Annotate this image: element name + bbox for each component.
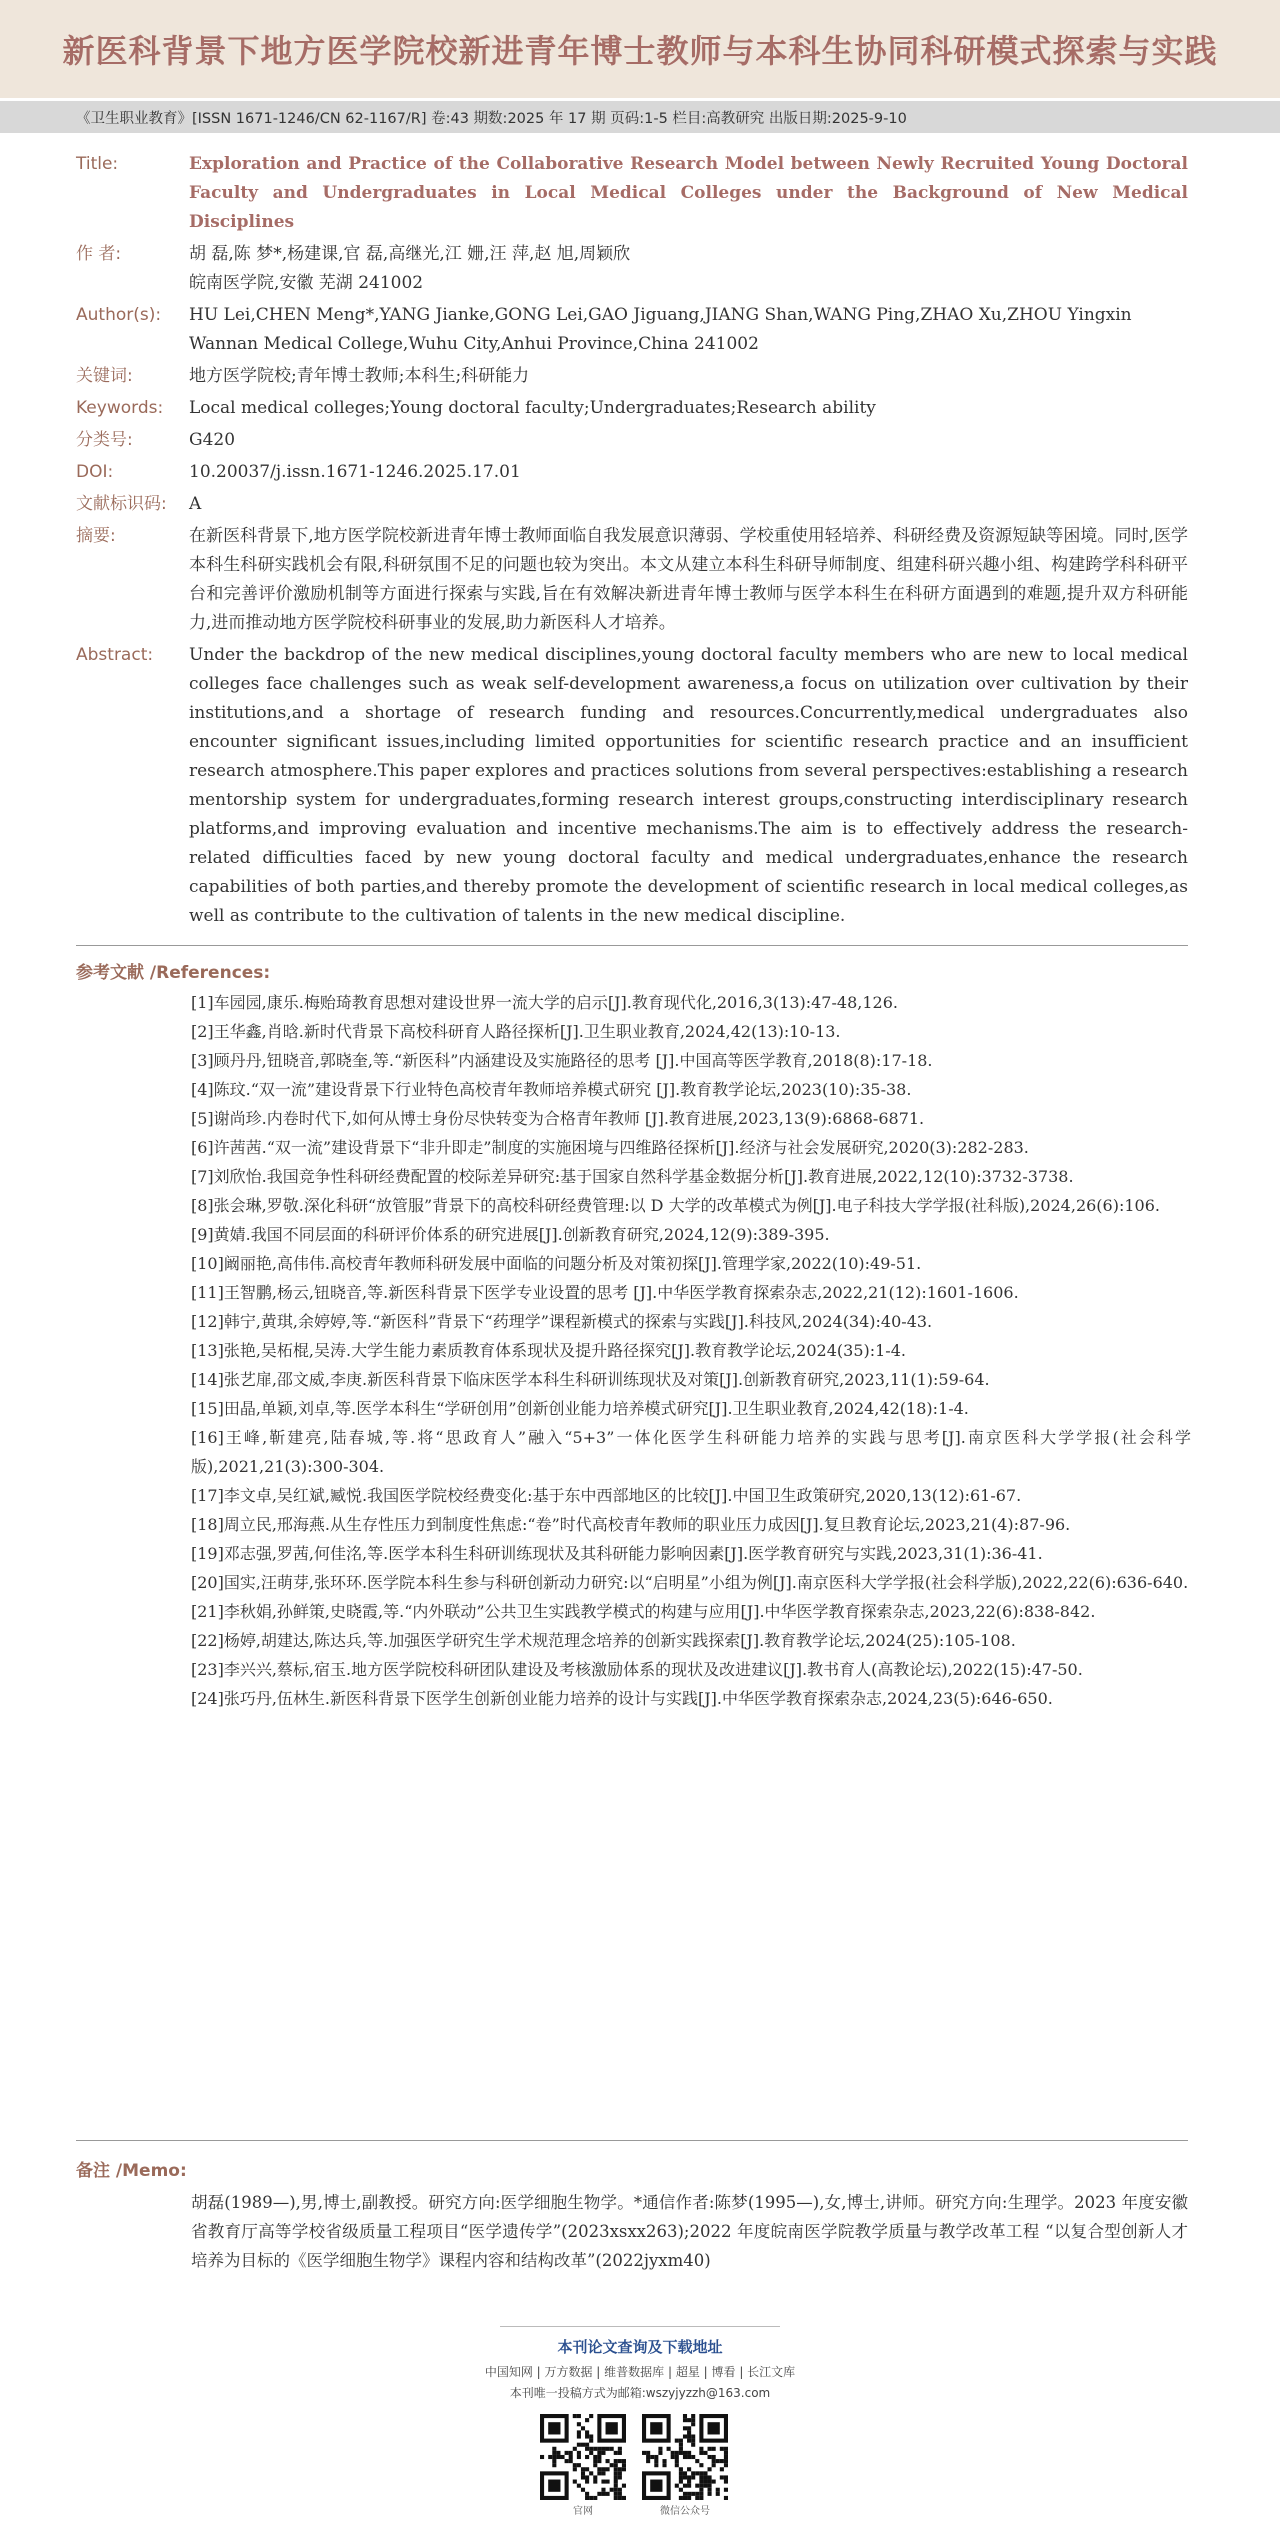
reference-item: [16]王峰,靳建亮,陆春城,等.将“思政育人”融入“5+3”一体化医学生科研能力培养的实践与思考[J].南京医科大学学报(社会科学版),2021,21(3):300-304.: [191, 1428, 1191, 1476]
article-metadata: [76, 150, 1188, 934]
memo-text: 胡磊(1989—),男,博士,副教授。研究方向:医学细胞生物学。*通信作者:陈梦(1995—),女,博士,讲师。研究方向:生理学。2023 年度安徽省教育厅高等学校省级质量工程项目“医学遗传学”(2023xsxx263);2022 年度皖南医学院教学质量与教学改革工程 “以复合型创新人才培养为目标的《医学细胞生物学》课程内容和结构改革”(2022jyxm40): [191, 2193, 1188, 2270]
qr-wechat-caption: 微信公众号: [660, 2506, 710, 2517]
doi-label: DOI:: [76, 462, 114, 482]
title-label: Title:: [76, 154, 119, 174]
doi-row: [76, 458, 1188, 487]
authors-en: HU Lei,CHEN Meng*,YANG Jianke,GONG Lei,GAO Jiguang,JIANG Shan,WANG Ping,ZHAO Xu,ZHOU Yingxin: [189, 305, 1132, 325]
affiliation-en: Wannan Medical College,Wuhu City,Anhui Province,China 241002: [189, 334, 759, 354]
abstract-en-row: [76, 641, 1188, 931]
journal-info-bar: [0, 101, 1280, 133]
reference-item: [24]张巧丹,伍林生.新医科背景下医学生创新创业能力培养的设计与实践[J].中华医学教育探索杂志,2024,23(5):646-650.: [191, 1689, 1053, 1708]
authors-cn: 胡 磊,陈 梦*,杨建课,官 磊,高继光,江 姗,汪 萍,赵 旭,周颖欣: [189, 244, 631, 264]
qr-code-website-icon: [540, 2414, 626, 2500]
qr-codes: [540, 2414, 728, 2517]
title-row: [76, 150, 1188, 237]
authors-cn-label: 作 者:: [76, 244, 122, 264]
authors-en-label: Author(s):: [76, 305, 162, 325]
reference-item: [7]刘欣怡.我国竞争性科研经费配置的校际差异研究:基于国家自然科学基金数据分析[J].教育进展,2022,12(10):3732-3738.: [191, 1167, 1074, 1186]
reference-item: [10]阚丽艳,高伟伟.高校青年教师科研发展中面临的问题分析及对策初探[J].管理学家,2022(10):49-51.: [191, 1254, 922, 1273]
authors-en-row: [76, 301, 1188, 359]
reference-item: [12]韩宁,黄琪,余婷婷,等.“新医科”背景下“药理学”课程新模式的探索与实践[J].科技风,2024(34):40-43.: [191, 1312, 933, 1331]
reference-item: [9]黄婧.我国不同层面的科研评价体系的研究进展[J].创新教育研究,2024,12(9):389-395.: [191, 1225, 830, 1244]
keywords-en-label: Keywords:: [76, 398, 164, 418]
reference-item: [19]邓志强,罗茜,何佳洺,等.医学本科生科研训练现状及其科研能力影响因素[J].医学教育研究与实践,2023,31(1):36-41.: [191, 1544, 1043, 1563]
page-title: 新医科背景下地方医学院校新进青年博士教师与本科生协同科研模式探索与实践: [62, 32, 1218, 70]
reference-item: [6]许茜茜.“双一流”建设背景下“非升即走”制度的实施困境与四维路径探析[J].经济与社会发展研究,2020(3):282-283.: [191, 1138, 1029, 1157]
journal-info-text: 《卫生职业教育》[ISSN 1671-1246/CN 62-1167/R] 卷:43 期数:2025 年 17 期 页码:1-5 栏目:高教研究 出版日期:2025-9-10: [76, 110, 907, 127]
keywords-en-row: [76, 394, 1188, 423]
keywords-en: Local medical colleges;Young doctoral faculty;Undergraduates;Research ability: [189, 398, 876, 418]
abstract-en: Under the backdrop of the new medical disciplines,young doctoral faculty members who are new to local medical colleges face challenges such as weak self-development awareness,a focus on utilization over cultivation by their institutions,and a shortage of research funding and resources.Concurrently,medical undergraduates also encounter significant issues,including limited opportunities for scientific research practice and an insufficient research atmosphere.This paper explores and practices solutions from several perspectives:establishing a research mentorship system for undergraduates,forming research interest groups,constructing interdisciplinary research platforms,and improving evaluation and incentive mechanisms.The aim is to effectively address the research-related difficulties faced by new young doctoral faculty and medical undergraduates,enhance the research capabilities of both parties,and thereby promote the development of scientific research in local medical colleges,as well as contribute to the cultivation of talents in the new medical discipline.: [189, 645, 1188, 926]
qr-code-wechat-icon: [642, 2414, 728, 2500]
reference-item: [4]陈玟.“双一流”建设背景下行业特色高校青年教师培养模式研究 [J].教育教学论坛,2023(10):35-38.: [191, 1080, 912, 1099]
divider-memo: [76, 2140, 1188, 2141]
authors-cn-row: [76, 240, 1188, 298]
title-banner: [0, 0, 1280, 98]
classification-value: G420: [189, 430, 236, 450]
doc-code-label: 文献标识码:: [76, 494, 167, 514]
reference-item: [18]周立民,邢海燕.从生存性压力到制度性焦虑:“卷”时代高校青年教师的职业压力成因[J].复旦教育论坛,2023,21(4):87-96.: [191, 1515, 1071, 1534]
keywords-cn: 地方医学院校;青年博士教师;本科生;科研能力: [189, 366, 530, 386]
reference-item: [1]车园园,康乐.梅贻琦教育思想对建设世界一流大学的启示[J].教育现代化,2016,3(13):47-48,126.: [191, 993, 898, 1012]
reference-item: [5]谢尚珍.内卷时代下,如何从博士身份尽快转变为合格青年教师 [J].教育进展,2023,13(9):6868-6871.: [191, 1109, 925, 1128]
reference-item: [21]李秋娟,孙鲜策,史晓霞,等.“内外联动”公共卫生实践教学模式的构建与应用[J].中华医学教育探索杂志,2023,22(6):838-842.: [191, 1602, 1096, 1621]
reference-item: [15]田晶,单颖,刘卓,等.医学本科生“学研创用”创新创业能力培养模式研究[J].卫生职业教育,2024,42(18):1-4.: [191, 1399, 969, 1418]
english-title: Exploration and Practice of the Collaborative Research Model between Newly Recruited Young Doctoral Faculty and Undergraduates in Local Medical Colleges under the Background of New Medical Disciplines: [189, 154, 1188, 232]
classification-label: 分类号:: [76, 430, 133, 450]
keywords-cn-row: [76, 362, 1188, 391]
footer: [0, 2336, 1280, 2401]
footer-links[interactable]: 中国知网 | 万方数据 | 维普数据库 | 超星 | 博看 | 长江文库: [484, 2365, 796, 2379]
doc-code-value: A: [189, 494, 202, 514]
reference-item: [17]李文卓,吴红斌,臧悦.我国医学院校经费变化:基于东中西部地区的比较[J].中国卫生政策研究,2020,13(12):61-67.: [191, 1486, 1022, 1505]
abstract-cn-row: [76, 522, 1188, 638]
reference-item: [2]王华鑫,肖晗.新时代背景下高校科研育人路径探析[J].卫生职业教育,2024,42(13):10-13.: [191, 1022, 841, 1041]
classification-row: [76, 426, 1188, 455]
reference-item: [3]顾丹丹,钮晓音,郭晓奎,等.“新医科”内涵建设及实施路径的思考 [J].中国高等医学教育,2018(8):17-18.: [191, 1051, 933, 1070]
reference-item: [14]张艺扉,邵文威,李庚.新医科背景下临床医学本科生科研训练现状及对策[J].创新教育研究,2023,11(1):59-64.: [191, 1370, 990, 1389]
qr-website[interactable]: [540, 2414, 626, 2517]
reference-item: [13]张艳,吴柘棍,吴涛.大学生能力素质教育体系现状及提升路径探究[J].教育教学论坛,2024(35):1-4.: [191, 1341, 906, 1360]
memo-heading: 备注 /Memo:: [76, 2161, 187, 2181]
reference-item: [23]李兴兴,蔡标,宿玉.地方医学院校科研团队建设及考核激励体系的现状及改进建议[J].教书育人(高教论坛),2022(15):47-50.: [191, 1660, 1083, 1679]
doc-code-row: [76, 490, 1188, 519]
footer-email: 本刊唯一投稿方式为邮箱:wszyjyzzh@163.com: [509, 2386, 771, 2400]
abstract-en-label: Abstract:: [76, 645, 154, 665]
reference-item: [22]杨婷,胡建达,陈达兵,等.加强医学研究生学术规范理念培养的创新实践探索[J].教育教学论坛,2024(25):105-108.: [191, 1631, 1016, 1650]
reference-item: [20]国实,汪萌芽,张环环.医学院本科生参与科研创新动力研究:以“启明星”小组为例[J].南京医科大学学报(社会科学版),2022,22(6):636-640.: [191, 1573, 1189, 1592]
keywords-cn-label: 关键词:: [76, 366, 133, 386]
doi-value[interactable]: 10.20037/j.issn.1671-1246.2025.17.01: [189, 462, 521, 482]
divider-footer: [500, 2326, 780, 2327]
affiliation-cn: 皖南医学院,安徽 芜湖 241002: [189, 273, 424, 293]
abstract-cn: 在新医科背景下,地方医学院校新进青年博士教师面临自我发展意识薄弱、学校重使用轻培养、科研经费及资源短缺等困境。同时,医学本科生科研实践机会有限,科研氛围不足的问题也较为突出。本文从建立本科生科研导师制度、组建科研兴趣小组、构建跨学科科研平台和完善评价激励机制等方面进行探索与实践,旨在有效解决新进青年博士教师与医学本科生在科研方面遇到的难题,提升双方科研能力,进而推动地方医学院校科研事业的发展,助力新医科人才培养。: [189, 526, 1188, 633]
reference-item: [11]王智鹏,杨云,钮晓音,等.新医科背景下医学专业设置的思考 [J].中华医学教育探索杂志,2022,21(12):1601-1606.: [191, 1283, 1019, 1302]
reference-item: [8]张会琳,罗敬.深化科研“放管服”背景下的高校科研经费管理:以 D 大学的改革模式为例[J].电子科技大学学报(社科版),2024,26(6):106.: [191, 1196, 1160, 1215]
qr-website-caption: 官网: [573, 2506, 593, 2517]
reference-list: [191, 988, 1191, 1713]
footer-title: 本刊论文查询及下载地址: [557, 2338, 723, 2356]
qr-wechat[interactable]: [642, 2414, 728, 2517]
abstract-cn-label: 摘要:: [76, 526, 116, 546]
divider-references: [76, 945, 1188, 946]
references-heading: 参考文献 /References:: [76, 963, 271, 983]
